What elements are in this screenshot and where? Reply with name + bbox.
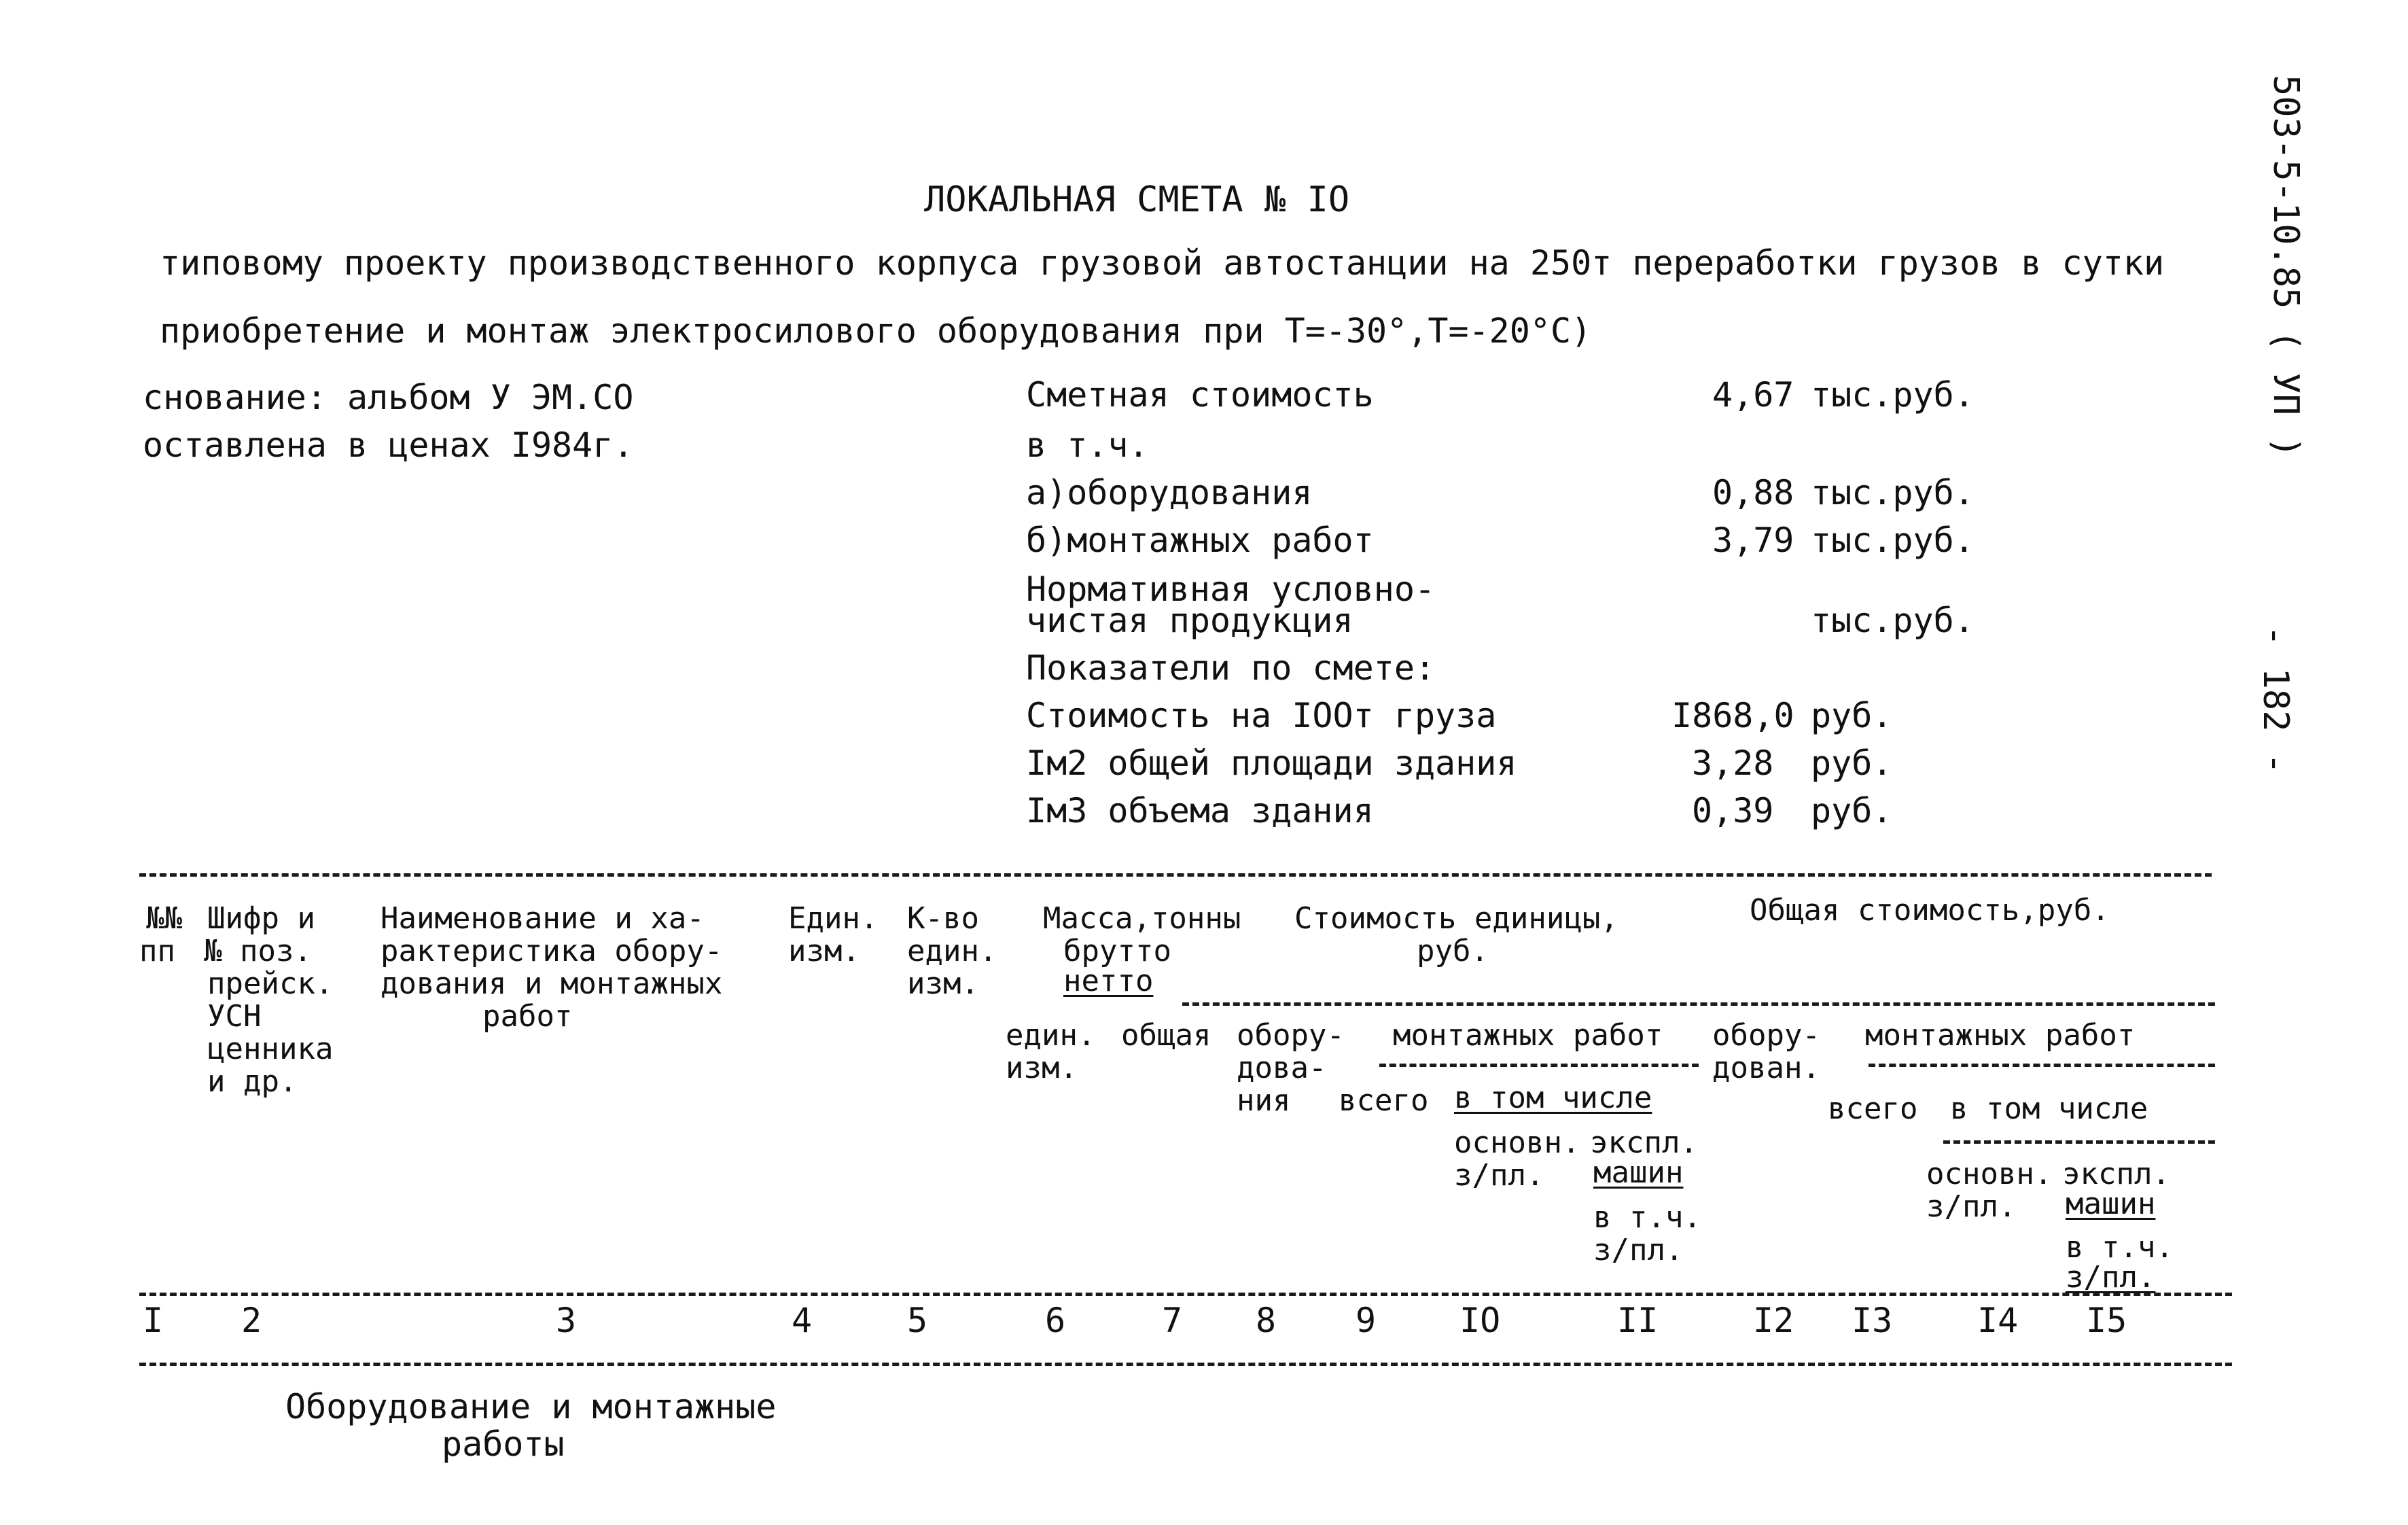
summary-value-per-m3: 0,39: [1692, 791, 1774, 830]
col-number-3: 3: [556, 1301, 577, 1340]
col1-header-line2: пп: [139, 934, 175, 968]
col-number-1: I: [143, 1301, 164, 1340]
col3-header-line3: дования и монтажных: [380, 966, 723, 1001]
col2-header-line1: Шифр и: [207, 901, 315, 936]
document-title: ЛОКАЛЬНАЯ СМЕТА № IO: [924, 179, 1350, 220]
summary-unit-per-m2: руб.: [1811, 743, 1893, 783]
col8-header-line2: дова-: [1237, 1051, 1327, 1085]
col10-header-line2: з/пл.: [1454, 1158, 1544, 1193]
col15-header-line3: в т.ч.: [2066, 1230, 2174, 1265]
total-mont-works-rule: [1869, 1064, 2215, 1067]
summary-label-including: в т.ч.: [1026, 425, 1149, 465]
unit-cost-header-line1: Стоимость единицы,: [1294, 901, 1618, 936]
mont-works-header: монтажных работ: [1393, 1018, 1663, 1053]
basis-line2: оставлена в ценах I984г.: [143, 425, 634, 465]
col-number-4: 4: [792, 1301, 813, 1340]
col14-header-line1: основн.: [1926, 1157, 2053, 1191]
unit-cost-header-line2: руб.: [1417, 934, 1489, 968]
col10-header-line1: основн.: [1454, 1125, 1580, 1160]
summary-unit-per-m3: руб.: [1811, 791, 1893, 830]
numbers-bottom-rule: [139, 1363, 2232, 1366]
col12-header-line2: дован.: [1712, 1051, 1820, 1085]
summary-label-equipment: а)оборудования: [1026, 473, 1313, 512]
section-heading-line2: работы: [442, 1424, 565, 1464]
col2-header-line6: и др.: [207, 1064, 298, 1099]
col8-header-line1: обору-: [1237, 1018, 1345, 1053]
col15-header-line1: экспл.: [2062, 1157, 2170, 1191]
col11-header-line1: экспл.: [1590, 1125, 1698, 1160]
summary-label-normative-line2: чистая продукция: [1026, 601, 1353, 640]
col-number-10: IO: [1459, 1301, 1501, 1340]
col8-header-line3: ния: [1237, 1083, 1291, 1118]
summary-label-estimated-cost: Сметная стоимость: [1026, 375, 1374, 415]
mass-header-line2: брутто: [1063, 934, 1171, 968]
col1-header-line1: №№: [146, 901, 182, 936]
summary-label-per-m2: Iм2 общей площади здания: [1026, 743, 1517, 783]
col-number-15: I5: [2086, 1301, 2127, 1340]
col14-header-line2: з/пл.: [1926, 1189, 2017, 1224]
col13-header: всего: [1828, 1091, 1918, 1126]
summary-unit-estimated-cost: тыс.руб.: [1811, 375, 1975, 415]
col-number-9: 9: [1356, 1301, 1377, 1340]
col-number-5: 5: [907, 1301, 928, 1340]
col2-header-line3: прейск.: [207, 966, 334, 1001]
col5-header-line2: един.: [907, 934, 997, 968]
col12-header-line1: обору-: [1712, 1018, 1820, 1053]
summary-value-equipment: 0,88: [1712, 473, 1794, 512]
col15-header-line2: машин: [2066, 1187, 2156, 1221]
summary-value-installation: 3,79: [1712, 521, 1794, 560]
in-that-header-2: в том числе: [1950, 1091, 2148, 1126]
header-bottom-rule: [139, 1293, 2232, 1296]
side-stamp-page: - 182 -: [2255, 625, 2296, 775]
col2-header-line5: ценника: [207, 1032, 334, 1066]
col5-header-line3: изм.: [907, 966, 979, 1001]
total-cost-header: Общая стоимость,руб.: [1750, 893, 2110, 928]
col11-header-line3: в т.ч.: [1593, 1200, 1701, 1235]
col3-header-line2: рактеристика обору-: [380, 934, 723, 968]
col-number-12: I2: [1753, 1301, 1794, 1340]
summary-unit-equipment: тыс.руб.: [1811, 473, 1975, 512]
col11-header-line4: з/пл.: [1593, 1233, 1684, 1267]
col11-header-line2: машин: [1593, 1155, 1684, 1190]
basis-line1: снование: альбом У ЭМ.СО: [143, 378, 634, 417]
col9-header: всего: [1339, 1083, 1429, 1118]
total-mont-works-header: монтажных работ: [1865, 1018, 2136, 1053]
summary-unit-installation: тыс.руб.: [1811, 521, 1975, 560]
summary-label-cost-per-100t: Стоимость на IOOт груза: [1026, 696, 1497, 735]
summary-unit-cost-per-100t: руб.: [1811, 696, 1893, 735]
col-number-6: 6: [1045, 1301, 1066, 1340]
summary-value-cost-per-100t: I868,0: [1671, 696, 1794, 735]
side-stamp-code: 503-5-10.85 ( УП ): [2265, 75, 2306, 458]
col6-header-line2: изм.: [1006, 1051, 1078, 1085]
col7-header: общая: [1121, 1018, 1211, 1053]
mass-netto-rule: [1182, 1002, 2215, 1006]
total-in-that-rule: [1943, 1140, 2215, 1144]
col6-header-line1: един.: [1006, 1018, 1096, 1053]
col-number-7: 7: [1162, 1301, 1183, 1340]
col-number-8: 8: [1256, 1301, 1277, 1340]
summary-value-estimated-cost: 4,67: [1712, 375, 1794, 415]
col5-header-line1: К-во: [907, 901, 979, 936]
col4-header-line1: Един.: [788, 901, 879, 936]
document-subtitle-line2: приобретение и монтаж электросилового оборудования при Т=-30°,Т=-20°С): [160, 311, 1592, 351]
summary-label-per-m3: Iм3 объема здания: [1026, 791, 1374, 830]
in-that-header: в том числе: [1454, 1081, 1652, 1115]
document-subtitle-line1: типовому проекту производственного корпуса грузовой автостанции на 250т переработки грузов в сутки: [160, 243, 2165, 283]
col2-header-line2: № поз.: [204, 934, 312, 968]
table-top-rule: [139, 873, 2212, 877]
col-number-13: I3: [1852, 1301, 1893, 1340]
summary-value-per-m2: 3,28: [1692, 743, 1774, 783]
col3-header-line4: работ: [482, 999, 573, 1034]
section-heading-line1: Оборудование и монтажные: [285, 1387, 777, 1426]
mass-header-line1: Масса,тонны: [1043, 901, 1241, 936]
col2-header-line4: УСН: [207, 999, 262, 1034]
col4-header-line2: изм.: [788, 934, 860, 968]
col15-header-line4: з/пл.: [2066, 1260, 2156, 1295]
mont-works-rule: [1379, 1064, 1699, 1067]
col-number-2: 2: [241, 1301, 262, 1340]
summary-label-indicators: Показатели по смете:: [1026, 648, 1436, 688]
mass-header-line3: нетто: [1063, 964, 1154, 998]
summary-label-normative-line1: Нормативная условно-: [1026, 569, 1436, 609]
col3-header-line1: Наименование и ха-: [380, 901, 705, 936]
summary-unit-normative: тыс.руб.: [1811, 601, 1975, 640]
summary-label-installation: б)монтажных работ: [1026, 521, 1374, 560]
col-number-14: I4: [1977, 1301, 2019, 1340]
col-number-11: II: [1617, 1301, 1659, 1340]
